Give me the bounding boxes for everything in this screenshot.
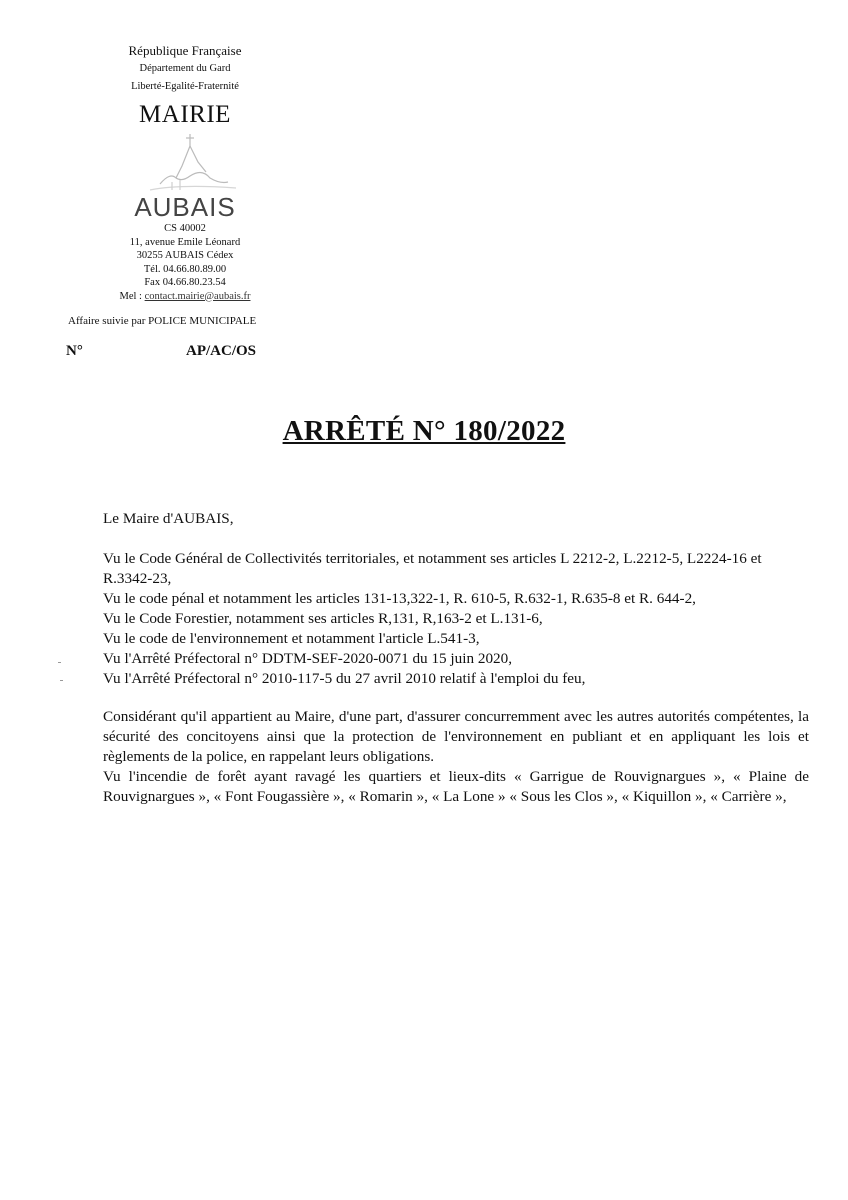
- email-line: [60, 290, 310, 304]
- aubais-logo: [110, 132, 260, 222]
- vu-item: Vu le Code Général de Collectivités territoriales, et notamment ses articles L 2212-2, L.2212-5, L2224-16 et R.3342-23,: [103, 550, 762, 587]
- vu-list: [103, 549, 809, 689]
- maire-line: Le Maire d'AUBAIS,: [103, 510, 234, 527]
- vu-item: Vu l'Arrêté Préfectoral n° 2010-117-5 du 27 avril 2010 relatif à l'emploi du feu,: [103, 670, 586, 687]
- email-link[interactable]: contact.mairie@aubais.fr: [144, 290, 251, 302]
- city-address: 30255 AUBAIS Cédex: [136, 250, 234, 261]
- scan-speck: [58, 662, 61, 663]
- email-label: Mel :: [119, 290, 142, 302]
- mairie-title: MAIRIE: [139, 101, 231, 128]
- vu-item: Vu le code de l'environnement et notamment l'article L.541-3,: [103, 630, 480, 647]
- fax-number: Fax 04.66.80.23.54: [144, 277, 226, 288]
- phone-number: Tél. 04.66.80.89.00: [143, 263, 227, 275]
- incendie-paragraph: Vu l'incendie de forêt ayant ravagé les quartiers et lieux-dits « Garrigue de Rouvignargues », « Plaine de Rouvignargues », « Font Fougassière », « Romarin », « La Lone » « Sous les Clos », « Kiquillon », « Carrière »,: [103, 768, 809, 805]
- vu-item: Vu le Code Forestier, notamment ses articles R,131, R,163-2 et L.131-6,: [103, 610, 543, 627]
- republique-label: République Française: [128, 43, 242, 58]
- vu-item: Vu l'Arrêté Préfectoral n° DDTM-SEF-2020-0071 du 15 juin 2020,: [103, 650, 513, 667]
- considerant-paragraph: Considérant qu'il appartient au Maire, d'une part, d'assurer concurremment avec les autres autorités compétentes, la sécurité des concitoyens ainsi que la protection de l'environnement en publiant et en appliquant les lois et règlements de la police, en rappelant leurs obligations.: [103, 708, 809, 765]
- reference-code: AP/AC/OS: [186, 343, 257, 359]
- departement-label: Département du Gard: [139, 63, 231, 74]
- devise-label: Liberté-Egalité-Fraternité: [131, 81, 239, 92]
- affaire-suivie: Affaire suivie par POLICE MUNICIPALE: [68, 315, 257, 327]
- vu-item: Vu le code pénal et notamment les articles 131-13,322-1, R. 610-5, R.632-1, R.635-8 et R. 644-2,: [103, 590, 696, 607]
- street-address: 11, avenue Emile Léonard: [129, 236, 241, 248]
- scan-speck: [60, 680, 63, 681]
- cs-number: CS 40002: [164, 223, 206, 234]
- reference-label: N°: [66, 343, 83, 359]
- logo-text: AUBAIS: [134, 192, 236, 222]
- church-sketch-icon: [150, 134, 236, 190]
- letterhead: [60, 42, 310, 304]
- arrete-title: ARRÊTÉ N° 180/2022: [282, 415, 566, 447]
